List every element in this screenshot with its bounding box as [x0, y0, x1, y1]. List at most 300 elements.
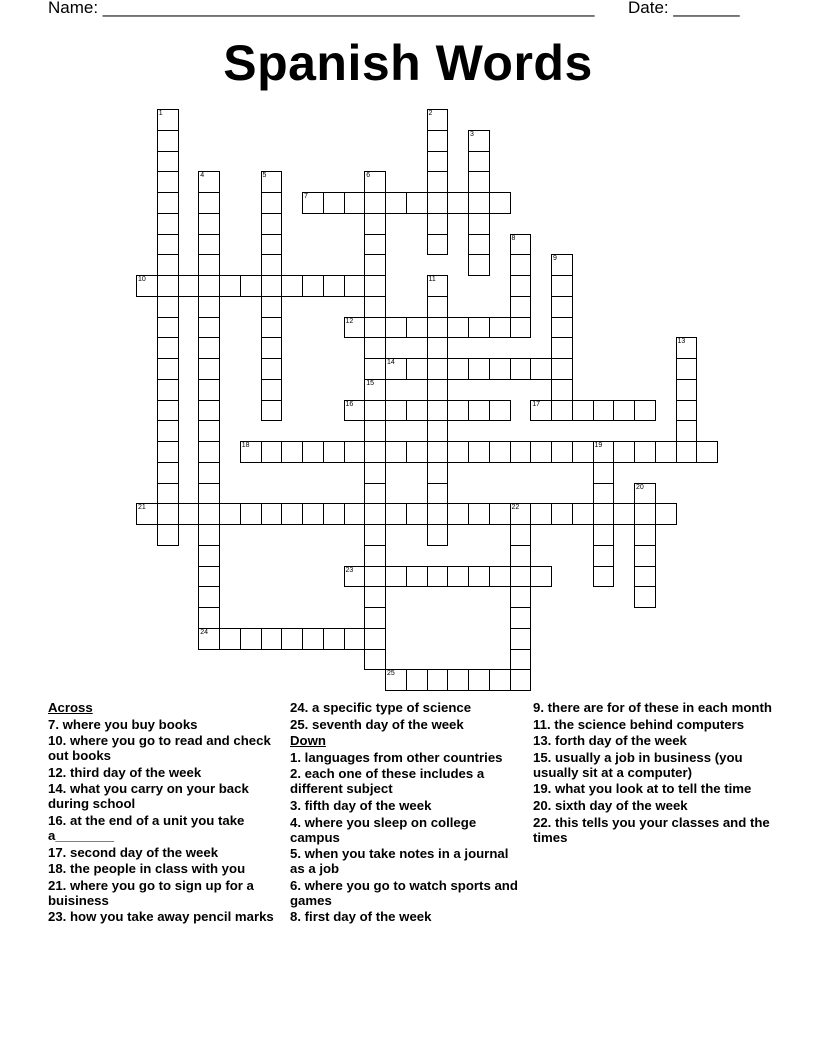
grid-cell[interactable]	[198, 607, 220, 629]
grid-cell[interactable]	[261, 317, 283, 339]
grid-cell[interactable]	[530, 566, 552, 588]
grid-cell[interactable]	[364, 441, 386, 463]
grid-cell[interactable]	[593, 441, 615, 463]
grid-cell[interactable]	[468, 254, 490, 276]
clue-item: 17. second day of the week	[48, 844, 219, 860]
grid-cell[interactable]	[385, 669, 407, 691]
grid-cell[interactable]	[261, 234, 283, 256]
clue-number: 23	[345, 566, 354, 574]
grid-cell[interactable]	[219, 275, 241, 297]
grid-cell[interactable]	[634, 441, 656, 463]
clue-item: 25. seventh day of the week	[290, 716, 464, 732]
grid-cell[interactable]	[198, 483, 220, 505]
grid-cell[interactable]	[551, 400, 573, 422]
grid-cell[interactable]	[198, 379, 220, 401]
clue-number: 6	[366, 172, 371, 180]
grid-cell[interactable]	[489, 441, 511, 463]
clue-column-1	[48, 700, 288, 926]
clue-item: 22. this tells you your classes and the times	[533, 814, 770, 845]
grid-cell[interactable]	[385, 441, 407, 463]
grid-cell[interactable]	[198, 192, 220, 214]
grid-cell[interactable]	[364, 379, 386, 401]
grid-cell[interactable]	[510, 669, 532, 691]
clue-item: 9. there are for of these in each month	[533, 700, 772, 715]
grid-cell[interactable]	[385, 317, 407, 339]
grid-cell[interactable]	[364, 483, 386, 505]
grid-cell[interactable]	[655, 503, 677, 525]
grid-cell[interactable]	[157, 151, 179, 173]
grid-cell[interactable]	[468, 566, 490, 588]
grid-cell[interactable]	[219, 628, 241, 650]
grid-cell[interactable]	[634, 545, 656, 567]
grid-cell[interactable]	[261, 254, 283, 276]
grid-cell[interactable]	[510, 317, 532, 339]
grid-cell[interactable]	[385, 358, 407, 380]
grid-cell[interactable]	[364, 275, 386, 297]
grid-cell[interactable]	[261, 275, 283, 297]
clue-item: 10. where you go to read and check out books	[48, 733, 271, 764]
grid-cell[interactable]	[364, 171, 386, 193]
clue-number: 19	[594, 442, 603, 449]
grid-cell[interactable]	[696, 441, 718, 463]
page-title: Spanish Words	[223, 35, 593, 91]
grid-cell[interactable]	[447, 192, 469, 214]
grid-cell[interactable]	[593, 483, 615, 505]
grid-cell[interactable]	[178, 275, 200, 297]
grid-cell[interactable]	[468, 151, 490, 173]
grid-cell[interactable]	[157, 213, 179, 235]
grid-cell[interactable]	[427, 234, 449, 256]
grid-cell[interactable]	[572, 400, 594, 422]
grid-cell[interactable]	[427, 400, 449, 422]
grid-cell[interactable]	[261, 337, 283, 359]
grid-cell[interactable]	[551, 337, 573, 359]
down-clue-list-continued	[533, 700, 773, 845]
grid-cell[interactable]	[406, 358, 428, 380]
grid-cell[interactable]	[530, 503, 552, 525]
grid-cell[interactable]	[634, 400, 656, 422]
clue-number: 5	[262, 172, 267, 180]
grid-cell[interactable]	[510, 628, 532, 650]
grid-cell[interactable]	[198, 524, 220, 546]
grid-cell[interactable]	[240, 275, 262, 297]
grid-cell[interactable]	[178, 503, 200, 525]
grid-cell[interactable]	[261, 628, 283, 650]
grid-cell[interactable]	[593, 545, 615, 567]
grid-cell[interactable]	[198, 420, 220, 442]
grid-cell[interactable]	[489, 400, 511, 422]
grid-cell[interactable]	[510, 254, 532, 276]
grid-cell[interactable]	[468, 317, 490, 339]
grid-cell[interactable]	[261, 358, 283, 380]
clue-item: 18. the people in class with you	[48, 861, 246, 877]
grid-cell[interactable]	[364, 254, 386, 276]
grid-cell[interactable]	[261, 192, 283, 214]
grid-cell[interactable]	[676, 379, 698, 401]
grid-cell[interactable]	[364, 296, 386, 318]
grid-cell[interactable]	[364, 420, 386, 442]
grid-cell[interactable]	[364, 234, 386, 256]
grid-cell[interactable]	[593, 566, 615, 588]
clue-number: 12	[345, 317, 354, 325]
grid-cell[interactable]	[281, 275, 303, 297]
grid-cell[interactable]	[634, 586, 656, 608]
grid-cell[interactable]	[323, 628, 345, 650]
grid-cell[interactable]	[406, 669, 428, 691]
grid-cell[interactable]	[427, 296, 449, 318]
grid-cell[interactable]	[427, 420, 449, 442]
grid-cell[interactable]	[676, 337, 698, 359]
grid-cell[interactable]	[157, 483, 179, 505]
grid-cell[interactable]	[427, 379, 449, 401]
clue-item: 13. forth day of the week	[533, 733, 687, 749]
grid-cell[interactable]	[530, 400, 552, 422]
grid-cell[interactable]	[510, 358, 532, 380]
grid-cell[interactable]	[447, 358, 469, 380]
grid-cell[interactable]	[157, 254, 179, 276]
grid-cell[interactable]	[364, 545, 386, 567]
grid-cell[interactable]	[551, 379, 573, 401]
grid-cell[interactable]	[198, 586, 220, 608]
grid-cell[interactable]	[157, 234, 179, 256]
clue-item: 21. where you go to sign up for a buisiness	[48, 877, 254, 908]
grid-cell[interactable]	[136, 503, 158, 525]
grid-cell[interactable]	[551, 441, 573, 463]
clue-number: 21	[138, 504, 146, 512]
grid-cell[interactable]	[157, 130, 179, 152]
grid-cell[interactable]	[364, 317, 386, 339]
grid-cell[interactable]	[344, 400, 366, 422]
grid-cell[interactable]	[157, 171, 179, 193]
grid-cell[interactable]	[344, 566, 366, 588]
grid-cell[interactable]	[157, 503, 179, 525]
grid-cell[interactable]	[157, 192, 179, 214]
grid-cell[interactable]	[198, 503, 220, 525]
grid-cell[interactable]	[406, 317, 428, 339]
grid-cell[interactable]	[510, 545, 532, 567]
clue-item: 2. each one of these includes a different subject	[290, 766, 485, 797]
clue-number: 7	[304, 193, 308, 200]
grid-cell[interactable]	[510, 524, 532, 546]
grid-cell[interactable]	[551, 503, 573, 525]
clue-item: 15. usually a job in business (you usually sit at a computer)	[533, 749, 743, 780]
grid-cell[interactable]	[427, 130, 449, 152]
clue-item: 6. where you go to watch sports and games	[290, 877, 518, 908]
grid-cell[interactable]	[634, 483, 656, 505]
grid-cell[interactable]	[198, 296, 220, 318]
grid-cell[interactable]	[510, 441, 532, 463]
clue-number: 22	[511, 504, 520, 512]
grid-cell[interactable]	[489, 566, 511, 588]
grid-cell[interactable]	[427, 317, 449, 339]
grid-cell[interactable]	[157, 462, 179, 484]
grid-cell[interactable]	[157, 420, 179, 442]
grid-cell[interactable]	[385, 400, 407, 422]
grid-cell[interactable]	[510, 503, 532, 525]
grid-cell[interactable]	[551, 296, 573, 318]
name-field-label[interactable]: Name: ____________________________________________________	[48, 0, 595, 17]
grid-cell[interactable]	[302, 275, 324, 297]
grid-cell[interactable]	[510, 586, 532, 608]
grid-cell[interactable]	[406, 441, 428, 463]
grid-cell[interactable]	[385, 566, 407, 588]
grid-cell[interactable]	[427, 171, 449, 193]
grid-cell[interactable]	[364, 524, 386, 546]
grid-cell[interactable]	[198, 628, 220, 650]
grid-cell[interactable]	[447, 317, 469, 339]
clue-item: 20. sixth day of the week	[533, 797, 688, 813]
grid-cell[interactable]	[613, 441, 635, 463]
grid-cell[interactable]	[427, 669, 449, 691]
grid-cell[interactable]	[468, 234, 490, 256]
grid-cell[interactable]	[593, 503, 615, 525]
clue-number: 15	[366, 379, 375, 387]
grid-cell[interactable]	[427, 192, 449, 214]
grid-cell[interactable]	[468, 503, 490, 525]
grid-cell[interactable]	[468, 213, 490, 235]
grid-cell[interactable]	[157, 358, 179, 380]
grid-cell[interactable]	[427, 337, 449, 359]
grid-cell[interactable]	[157, 109, 179, 131]
grid-cell[interactable]	[427, 483, 449, 505]
grid-cell[interactable]	[551, 317, 573, 339]
grid-cell[interactable]	[427, 503, 449, 525]
grid-cell[interactable]	[427, 151, 449, 173]
clue-number: 9	[553, 255, 557, 263]
grid-cell[interactable]	[447, 441, 469, 463]
grid-cell[interactable]	[281, 628, 303, 650]
grid-cell[interactable]	[261, 441, 283, 463]
grid-cell[interactable]	[157, 296, 179, 318]
grid-cell[interactable]	[240, 628, 262, 650]
grid-cell[interactable]	[261, 503, 283, 525]
clue-column-3	[533, 700, 773, 846]
grid-cell[interactable]	[157, 379, 179, 401]
grid-cell[interactable]	[198, 400, 220, 422]
grid-cell[interactable]	[489, 192, 511, 214]
grid-cell[interactable]	[676, 441, 698, 463]
grid-cell[interactable]	[427, 358, 449, 380]
grid-cell[interactable]	[613, 400, 635, 422]
grid-cell[interactable]	[198, 254, 220, 276]
grid-cell[interactable]	[157, 275, 179, 297]
grid-cell[interactable]	[198, 545, 220, 567]
grid-cell[interactable]	[468, 130, 490, 152]
grid-cell[interactable]	[468, 192, 490, 214]
grid-cell[interactable]	[489, 503, 511, 525]
grid-cell[interactable]	[551, 254, 573, 276]
grid-cell[interactable]	[302, 441, 324, 463]
grid-cell[interactable]	[385, 192, 407, 214]
grid-cell[interactable]	[489, 317, 511, 339]
grid-cell[interactable]	[261, 379, 283, 401]
grid-cell[interactable]	[427, 462, 449, 484]
grid-cell[interactable]	[634, 566, 656, 588]
grid-cell[interactable]	[364, 337, 386, 359]
grid-cell[interactable]	[572, 441, 594, 463]
grid-cell[interactable]	[427, 275, 449, 297]
clue-item: 12. third day of the week	[48, 764, 202, 780]
grid-cell[interactable]	[364, 192, 386, 214]
clue-number: 3	[470, 130, 474, 138]
grid-cell[interactable]	[281, 441, 303, 463]
grid-cell[interactable]	[302, 503, 324, 525]
grid-cell[interactable]	[364, 462, 386, 484]
grid-cell[interactable]	[323, 192, 345, 214]
grid-cell[interactable]	[364, 628, 386, 650]
grid-cell[interactable]	[364, 358, 386, 380]
grid-cell[interactable]	[489, 358, 511, 380]
clue-number: 24	[200, 628, 209, 636]
grid-cell[interactable]	[302, 192, 324, 214]
grid-cell[interactable]	[510, 234, 532, 256]
grid-cell[interactable]	[468, 441, 490, 463]
grid-cell[interactable]	[157, 441, 179, 463]
grid-cell[interactable]	[510, 296, 532, 318]
grid-cell[interactable]	[593, 524, 615, 546]
grid-cell[interactable]	[157, 337, 179, 359]
clue-number: 1	[158, 110, 163, 117]
grid-cell[interactable]	[240, 441, 262, 463]
grid-cell[interactable]	[468, 171, 490, 193]
grid-cell[interactable]	[676, 400, 698, 422]
clue-item: 8. first day of the week	[290, 909, 432, 925]
grid-cell[interactable]	[198, 358, 220, 380]
grid-cell[interactable]	[240, 503, 262, 525]
grid-cell[interactable]	[364, 607, 386, 629]
grid-cell[interactable]	[198, 462, 220, 484]
clue-item: 1. languages from other countries	[290, 749, 503, 765]
grid-cell[interactable]	[323, 503, 345, 525]
grid-cell[interactable]	[157, 524, 179, 546]
grid-cell[interactable]	[613, 503, 635, 525]
grid-cell[interactable]	[364, 213, 386, 235]
grid-cell[interactable]	[198, 275, 220, 297]
grid-cell[interactable]	[427, 524, 449, 546]
date-field-label[interactable]: Date: _______	[628, 0, 740, 17]
grid-cell[interactable]	[427, 566, 449, 588]
grid-cell[interactable]	[676, 358, 698, 380]
clue-item: 23. how you take away pencil marks	[48, 909, 274, 925]
grid-cell[interactable]	[427, 213, 449, 235]
grid-cell[interactable]	[510, 566, 532, 588]
grid-cell[interactable]	[198, 234, 220, 256]
grid-cell[interactable]	[364, 649, 386, 671]
clue-number: 13	[677, 338, 686, 346]
grid-cell[interactable]	[593, 462, 615, 484]
clue-number: 14	[387, 359, 395, 366]
across-clue-list-continued	[290, 700, 525, 732]
grid-cell[interactable]	[510, 607, 532, 629]
grid-cell[interactable]	[385, 503, 407, 525]
grid-cell[interactable]	[530, 358, 552, 380]
clue-number: 8	[511, 234, 516, 242]
grid-cell[interactable]	[344, 441, 366, 463]
clue-number: 17	[532, 400, 541, 408]
grid-cell[interactable]	[198, 337, 220, 359]
grid-cell[interactable]	[261, 296, 283, 318]
grid-cell[interactable]	[406, 192, 428, 214]
clue-item: 19. what you look at to tell the time	[533, 781, 752, 797]
across-heading: Across	[48, 700, 93, 715]
grid-cell[interactable]	[344, 192, 366, 214]
down-clue-list	[290, 750, 525, 925]
grid-cell[interactable]	[551, 358, 573, 380]
grid-cell[interactable]	[261, 213, 283, 235]
grid-cell[interactable]	[323, 275, 345, 297]
grid-cell[interactable]	[302, 628, 324, 650]
grid-cell[interactable]	[447, 400, 469, 422]
grid-cell[interactable]	[344, 317, 366, 339]
clue-item: 11. the science behind computers	[533, 716, 745, 732]
grid-cell[interactable]	[510, 275, 532, 297]
grid-cell[interactable]	[406, 400, 428, 422]
grid-cell[interactable]	[676, 420, 698, 442]
grid-cell[interactable]	[593, 400, 615, 422]
grid-cell[interactable]	[344, 628, 366, 650]
grid-cell[interactable]	[489, 669, 511, 691]
grid-cell[interactable]	[406, 503, 428, 525]
grid-cell[interactable]	[198, 317, 220, 339]
grid-cell[interactable]	[198, 566, 220, 588]
grid-cell[interactable]	[157, 400, 179, 422]
grid-cell[interactable]	[219, 503, 241, 525]
grid-cell[interactable]	[136, 275, 158, 297]
grid-cell[interactable]	[468, 669, 490, 691]
down-heading: Down	[290, 733, 326, 749]
grid-cell[interactable]	[427, 109, 449, 131]
grid-cell[interactable]	[261, 171, 283, 193]
clue-number: 4	[200, 172, 205, 180]
grid-cell[interactable]	[364, 566, 386, 588]
clue-number: 10	[138, 276, 146, 283]
grid-cell[interactable]	[572, 503, 594, 525]
clue-item: 7. where you buy books	[48, 716, 198, 732]
grid-cell[interactable]	[655, 441, 677, 463]
grid-cell[interactable]	[364, 400, 386, 422]
grid-cell[interactable]	[198, 213, 220, 235]
grid-cell[interactable]	[510, 649, 532, 671]
grid-cell[interactable]	[468, 400, 490, 422]
clue-column-2	[290, 700, 525, 926]
grid-cell[interactable]	[427, 441, 449, 463]
grid-cell[interactable]	[344, 503, 366, 525]
clue-item: 3. fifth day of the week	[290, 797, 432, 813]
grid-cell[interactable]	[468, 358, 490, 380]
grid-cell[interactable]	[634, 524, 656, 546]
grid-cell[interactable]	[447, 566, 469, 588]
clue-number: 11	[428, 276, 436, 283]
grid-cell[interactable]	[261, 400, 283, 422]
grid-cell[interactable]	[323, 441, 345, 463]
grid-cell[interactable]	[157, 317, 179, 339]
grid-cell[interactable]	[198, 171, 220, 193]
grid-cell[interactable]	[344, 275, 366, 297]
grid-cell[interactable]	[530, 441, 552, 463]
grid-cell[interactable]	[364, 503, 386, 525]
clue-item: 5. when you take notes in a journal as a job	[290, 846, 509, 877]
grid-cell[interactable]	[551, 275, 573, 297]
grid-cell[interactable]	[406, 566, 428, 588]
grid-cell[interactable]	[281, 503, 303, 525]
across-clue-list	[48, 717, 288, 925]
grid-cell[interactable]	[364, 586, 386, 608]
grid-cell[interactable]	[634, 503, 656, 525]
clue-number: 16	[345, 400, 354, 408]
grid-cell[interactable]	[447, 503, 469, 525]
grid-cell[interactable]	[447, 669, 469, 691]
grid-cell[interactable]	[198, 441, 220, 463]
